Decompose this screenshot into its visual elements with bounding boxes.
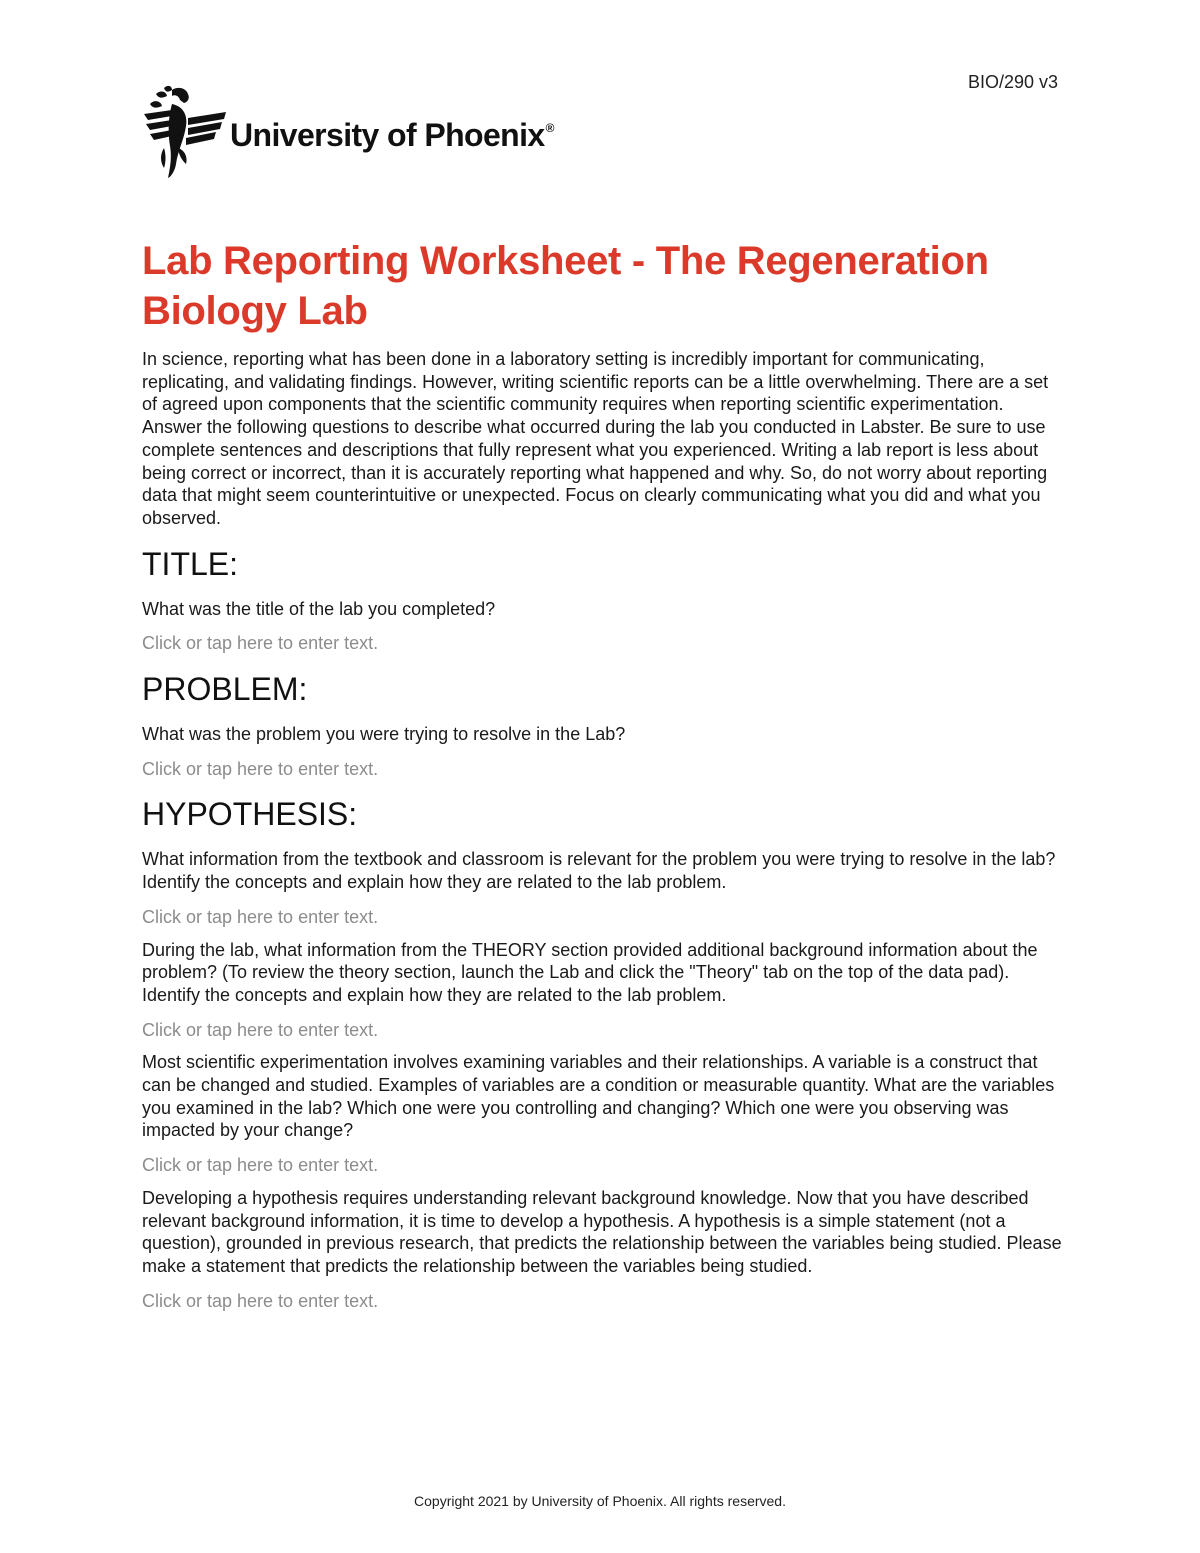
section-heading-hypothesis: HYPOTHESIS: [142, 796, 358, 833]
hypothesis-questions [142, 848, 1062, 1312]
copyright-footer: Copyright 2021 by University of Phoenix. All rights reserved. [414, 1493, 786, 1509]
question-lab-problem: What was the problem you were trying to resolve in the Lab? [142, 724, 626, 745]
answer-field-variables[interactable]: Click or tap here to enter text. [142, 1155, 379, 1176]
answer-field-hypothesis-statement[interactable]: Click or tap here to enter text. [142, 1290, 379, 1311]
answer-field-lab-problem[interactable]: Click or tap here to enter text. [142, 758, 379, 779]
logo-wordmark [230, 117, 554, 154]
university-logo [142, 84, 554, 178]
question-theory-info: During the lab, what information from the THEORY section provided additional background information about the problem? (To review the theory section, launch the Lab and click the "Theory" tab on the top of the data pad). Identify the concepts and explain how they are related to the lab problem. [142, 939, 1038, 1005]
question-textbook-info: What information from the textbook and classroom is relevant for the problem you were trying to resolve in the lab? Identify the concepts and explain how they are related to the lab problem. [142, 849, 1056, 893]
course-code: BIO/290 v3 [967, 72, 1058, 92]
section-heading-problem: PROBLEM: [142, 671, 308, 708]
question-lab-title: What was the title of the lab you completed? [142, 598, 496, 619]
logo-text: University of Phoenix [230, 116, 545, 153]
registered-mark: ® [545, 120, 554, 135]
answer-field-textbook-info[interactable]: Click or tap here to enter text. [142, 906, 379, 927]
answer-field-theory-info[interactable]: Click or tap here to enter text. [142, 1019, 379, 1040]
section-heading-title: TITLE: [142, 545, 239, 582]
intro-paragraph: In science, reporting what has been done in a laboratory setting is incredibly important for communicating, replicating, and validating findings. However, writing scientific reports can be a little overwhelming. There are a set of agreed upon components that the scientific community requires when reporting scientific experimentation. Answer the following questions to describe what occurred during the lab you conducted in Labster. Be sure to use complete sentences and descriptions that fully represent what you experienced. Writing a lab report is less about being correct or incorrect, than it is accurately reporting what happened and why. So, do not worry about reporting data that might seem counterintuitive or unexpected. Focus on clearly communicating what you did and what you observed. [142, 349, 1049, 528]
worksheet-body [142, 236, 1062, 1312]
question-hypothesis-statement: Developing a hypothesis requires understanding relevant background knowledge. Now that you have described relevant background information, it is time to develop a hypothesis. A hypothesis is a simple statement (not a question), grounded in previous research, that predicts the relationship between the variables being studied. Please make a statement that predicts the relationship between the variables being studied. [142, 1187, 1062, 1276]
page-title: Lab Reporting Worksheet - The Regeneration Biology Lab [142, 239, 989, 333]
question-variables: Most scientific experimentation involves examining variables and their relationships. A variable is a construct that can be changed and studied. Examples of variables are a condition or measurable quantity. What are the variables you examined in the lab? Which one were you controlling and changing? Which one were you observing was impacted by your change? [142, 1052, 1055, 1141]
answer-field-lab-title[interactable]: Click or tap here to enter text. [142, 633, 379, 654]
phoenix-logo-icon [142, 84, 228, 178]
